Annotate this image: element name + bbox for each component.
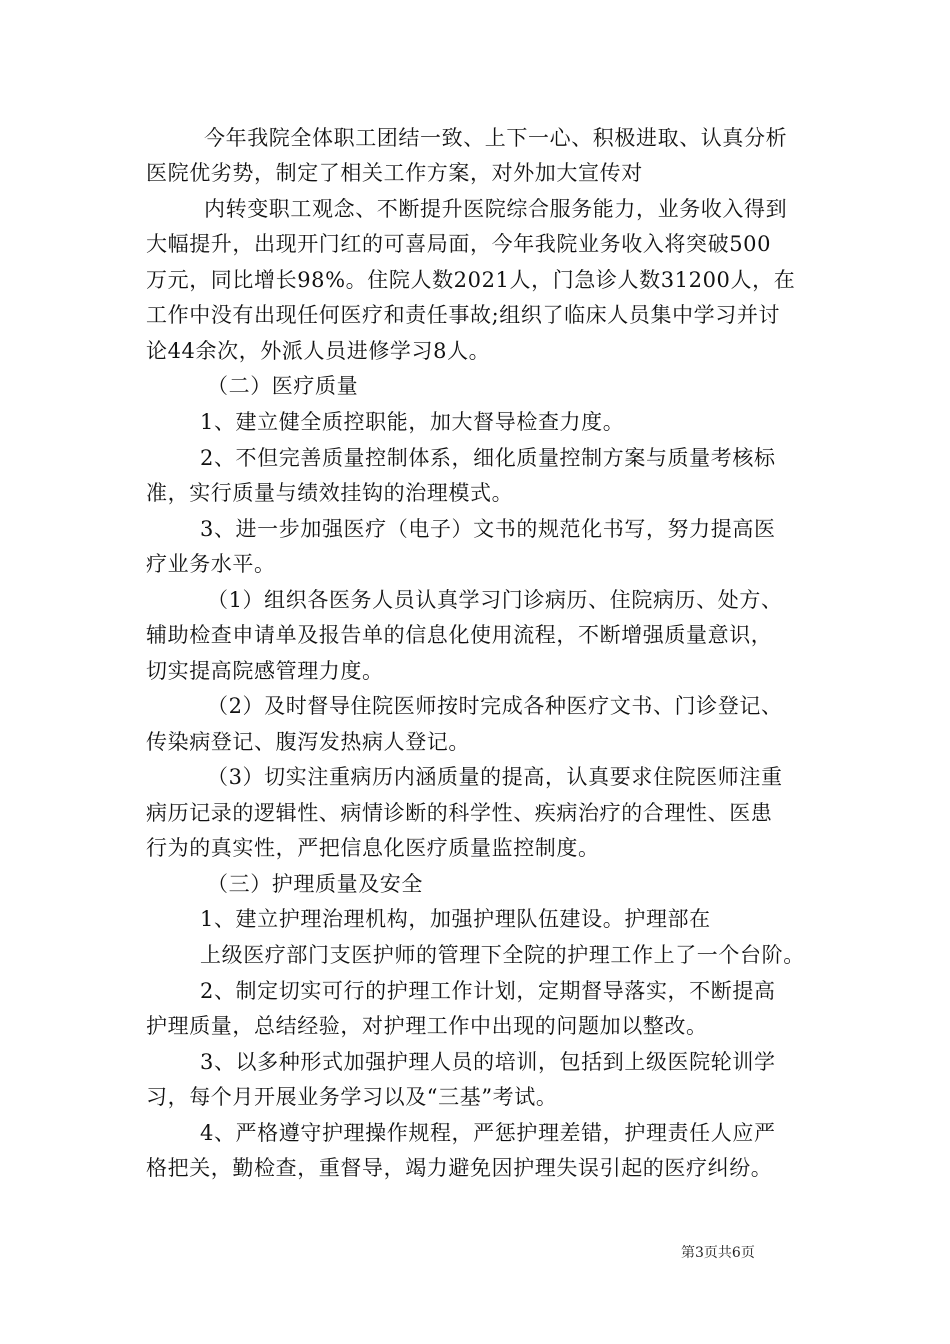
text-line: 论44余次，外派人员进修学习8人。 [146,339,491,363]
page-number-footer: 第3页共6页 [681,1245,755,1261]
text-line: 传染病登记、腹泻发热病人登记。 [146,730,470,754]
text-line: 内转变职工观念、不断提升医院综合服务能力，业务收入得到 [204,197,788,221]
text-line: （1）组织各医务人员认真学习门诊病历、住院病历、处方、 [207,588,783,612]
text-line: 疗业务水平。 [146,552,276,576]
text-line: （3）切实注重病历内涵质量的提高，认真要求住院医师注重 [207,765,783,789]
text-line: 大幅提升，出现开门红的可喜局面，今年我院业务收入将突破500 [146,232,772,256]
section-heading: （二）医疗质量 [207,374,359,398]
text-line: 4、严格遵守护理操作规程，严惩护理差错，护理责任人应严 [200,1121,776,1145]
text-line: 万元，同比增长98%。住院人数2021人，门急诊人数31200人，在 [146,268,796,292]
text-line: 准，实行质量与绩效挂钩的治理模式。 [146,481,514,505]
text-line: 3、以多种形式加强护理人员的培训，包括到上级医院轮训学 [200,1050,776,1074]
text-line: 格把关，勤检查，重督导，竭力避免因护理失误引起的医疗纠纷。 [146,1156,773,1180]
text-line: 上级医疗部门支医护师的管理下全院的护理工作上了一个台阶。 [200,943,805,967]
text-line: 行为的真实性，严把信息化医疗质量监控制度。 [146,836,600,860]
text-line: 2、制定切实可行的护理工作计划，定期督导落实，不断提高 [200,979,776,1003]
text-line: 医院优劣势，制定了相关工作方案，对外加大宣传对 [146,161,643,185]
text-line: 1、建立健全质控职能，加大督导检查力度。 [200,410,625,434]
text-line: 3、进一步加强医疗（电子）文书的规范化书写，努力提高医 [200,517,776,541]
text-line: 工作中没有出现任何医疗和责任事故;组织了临床人员集中学习并讨 [146,303,781,327]
section-heading: （三）护理质量及安全 [207,872,423,896]
text-line: 切实提高院感管理力度。 [146,659,384,683]
text-line: 病历记录的逻辑性、病情诊断的科学性、疾病治疗的合理性、医患 [146,801,773,825]
text-line: （2）及时督导住院医师按时完成各种医疗文书、门诊登记、 [207,694,783,718]
text-line: 辅助检查申请单及报告单的信息化使用流程，不断增强质量意识， [146,623,773,647]
text-line: 今年我院全体职工团结一致、上下一心、积极进取、认真分析 [204,126,788,150]
text-line: 2、不但完善质量控制体系，细化质量控制方案与质量考核标 [200,446,776,470]
text-line: 护理质量，总结经验，对护理工作中出现的问题加以整改。 [146,1014,708,1038]
text-line: 习，每个月开展业务学习以及“三基”考试。 [146,1085,558,1109]
text-line: 1、建立护理治理机构，加强护理队伍建设。护理部在 [200,907,711,931]
